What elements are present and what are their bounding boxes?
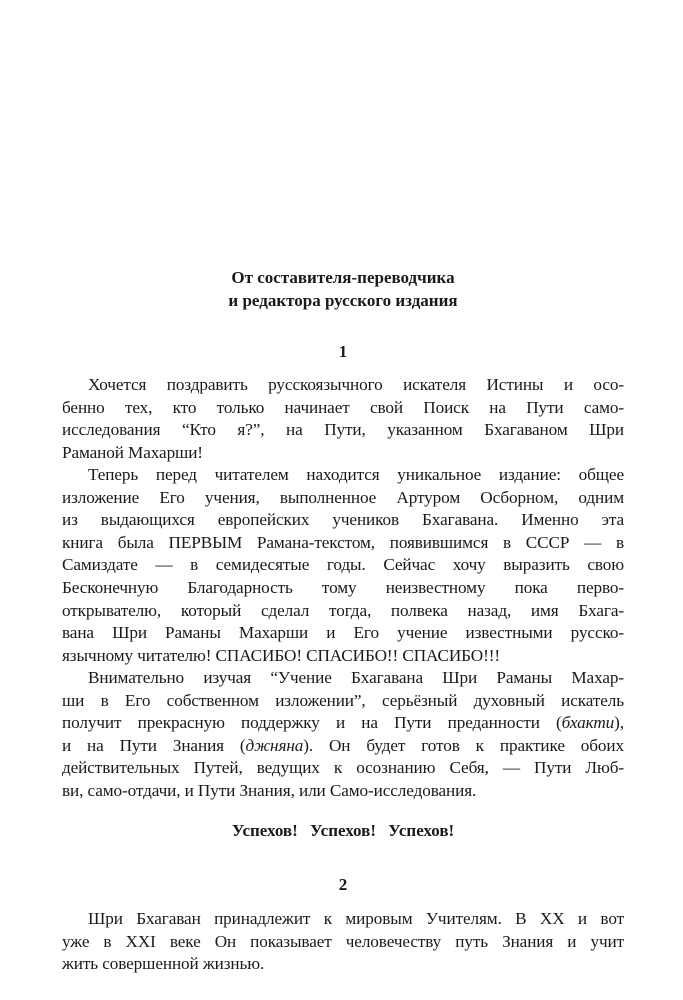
text-line: Бесконечную Благодарность тому неизвестному пока перво-: [62, 577, 624, 597]
text-line: Внимательно изучая “Учение Бхагавана Шри Раманы Махар-: [88, 668, 624, 687]
text-line: уже в XXI веке Он показывает человечеству путь Знания и учит: [62, 931, 624, 951]
text-line: [62, 712, 624, 735]
paragraph-3: [62, 667, 624, 803]
text-line: язычному читателю! СПАСИБО! СПАСИБО!! СПАСИБО!!!: [62, 645, 500, 665]
text-run: и на Пути Знания (: [62, 735, 246, 755]
text-line: открывателю, который сделал тогда, полвека назад, имя Бхага-: [62, 600, 624, 620]
text-line: ши в Его собственном изложении”, серьёзный духовный искатель: [62, 690, 624, 710]
paragraph-4: [62, 908, 624, 976]
text-line: [62, 735, 624, 758]
text-line: вана Шри Раманы Махарши и Его учение известными русско-: [62, 623, 624, 643]
text-line: изложение Его учения, выполненное Артуром Осборном, одним: [62, 487, 624, 507]
text-line: бенно тех, кто только начинает свой Поиск на Пути само-: [62, 397, 624, 417]
section-number-2: 2: [338, 875, 348, 894]
text-line: из выдающихся европейских учеников Бхагавана. Именно эта: [62, 510, 624, 530]
text-line: Шри Бхагаван принадлежит к мировым Учителям. В XX и вот: [88, 909, 624, 928]
heading-line-1: От составителя-переводчика: [231, 268, 455, 287]
italic-term-jnana: джняна: [245, 735, 304, 755]
heading-line-2: и редактора русского издания: [228, 291, 458, 310]
italic-term-bhakti: бхакти: [561, 713, 615, 733]
text-line: книга была ПЕРВЫМ Рамана-текстом, появившимся в СССР — в: [62, 532, 624, 552]
text-line: Теперь перед читателем находится уникальное издание: общее: [88, 465, 624, 484]
chapter-heading: [62, 266, 624, 312]
paragraph-2: [62, 464, 624, 667]
text-line: действительных Путей, ведущих к осознанию Себя, — Пути Люб-: [62, 758, 624, 778]
text-line: Самиздате — в семидесятые годы. Сейчас хочу выразить свою: [62, 555, 624, 575]
text-line: Раманой Махарши!: [62, 442, 203, 462]
document-page: [62, 0, 624, 1000]
cheers-line: Успехов! Успехов! Успехов!: [231, 821, 455, 840]
section-number-1: 1: [338, 342, 348, 361]
text-run: ). Он будет готов к практике обоих: [303, 735, 625, 755]
text-run: получит прекрасную поддержку и на Пути преданности (: [62, 713, 562, 733]
text-run: ),: [614, 713, 624, 733]
text-line: ви, само-отдачи, и Пути Знания, или Само-исследования.: [62, 780, 477, 800]
paragraph-1: [62, 374, 624, 464]
text-line: исследования “Кто я?”, на Пути, указанном Бхагаваном Шри: [62, 420, 624, 440]
text-line: жить совершенной жизнью.: [62, 954, 265, 974]
text-line: Хочется поздравить русскоязычного искателя Истины и осо-: [88, 375, 624, 394]
